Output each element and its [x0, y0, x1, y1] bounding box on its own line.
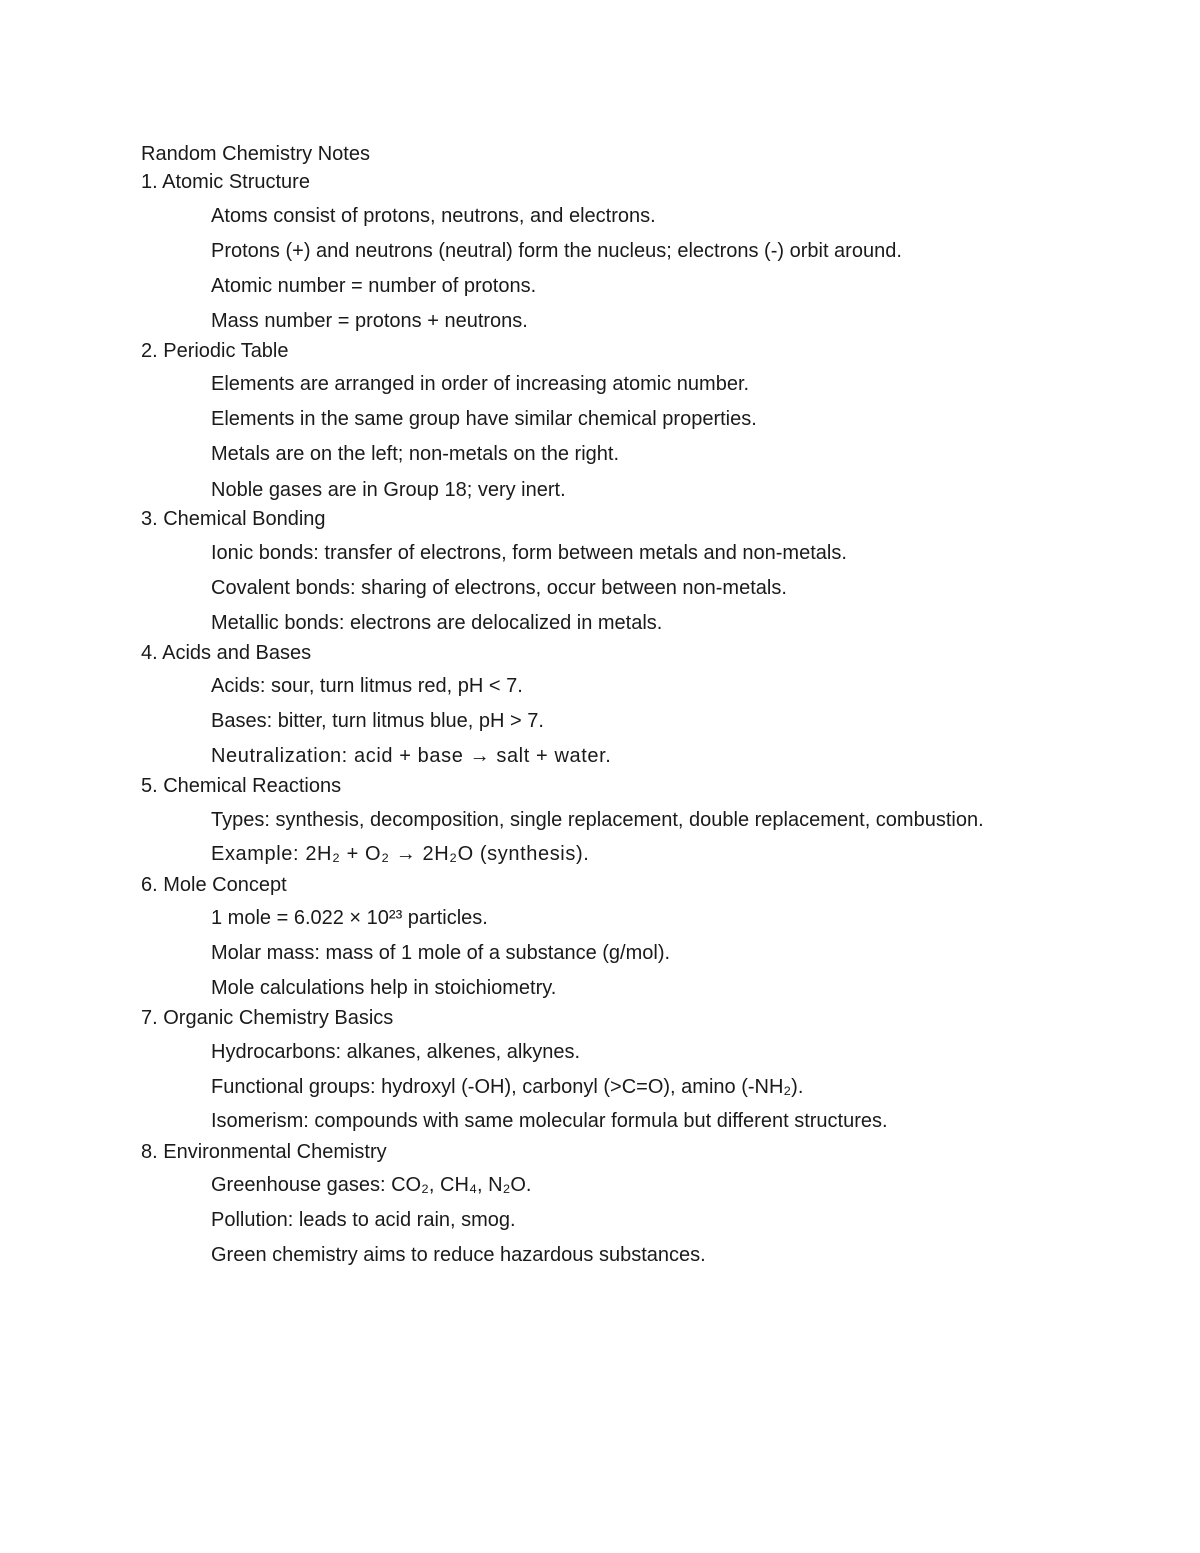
note-item: Metallic bonds: electrons are delocalized in metals.: [211, 612, 663, 634]
note-item: Greenhouse gases: CO₂, CH₄, N₂O.: [211, 1174, 532, 1196]
section-heading-atomic-structure: 1. Atomic Structure: [141, 171, 310, 193]
section-heading-organic-chemistry: 7. Organic Chemistry Basics: [141, 1007, 394, 1029]
section-heading-environmental-chemistry: 8. Environmental Chemistry: [141, 1141, 387, 1163]
section-heading-acids-and-bases: 4. Acids and Bases: [141, 642, 312, 664]
note-item: Acids: sour, turn litmus red, pH < 7.: [211, 675, 523, 697]
note-item: Atomic number = number of protons.: [211, 275, 537, 297]
section-heading-mole-concept: 6. Mole Concept: [141, 874, 287, 896]
note-item: Molar mass: mass of 1 mole of a substance (g/mol).: [211, 942, 671, 964]
note-item: Metals are on the left; non-metals on the right.: [211, 443, 619, 465]
note-item: Elements in the same group have similar chemical properties.: [211, 408, 757, 430]
note-item: Elements are arranged in order of increasing atomic number.: [211, 373, 750, 395]
note-item: Noble gases are in Group 18; very inert.: [211, 479, 566, 501]
note-item: Example: 2H₂ + O₂ → 2H₂O (synthesis).: [211, 843, 590, 865]
note-item: Covalent bonds: sharing of electrons, occur between non-metals.: [211, 577, 787, 599]
note-item: Mole calculations help in stoichiometry.: [211, 977, 557, 999]
section-heading-periodic-table: 2. Periodic Table: [141, 340, 289, 362]
note-item: Green chemistry aims to reduce hazardous substances.: [211, 1244, 706, 1266]
note-item: Mass number = protons + neutrons.: [211, 310, 528, 332]
note-item: Atoms consist of protons, neutrons, and electrons.: [211, 205, 656, 227]
note-item: Types: synthesis, decomposition, single replacement, double replacement, combustion.: [211, 809, 984, 831]
note-item: Isomerism: compounds with same molecular formula but different structures.: [211, 1110, 888, 1132]
document-title: Random Chemistry Notes: [141, 143, 370, 165]
section-heading-chemical-reactions: 5. Chemical Reactions: [141, 775, 342, 797]
note-item: Neutralization: acid + base → salt + water.: [211, 745, 612, 767]
section-heading-chemical-bonding: 3. Chemical Bonding: [141, 508, 326, 530]
note-item: Protons (+) and neutrons (neutral) form the nucleus; electrons (-) orbit around.: [211, 240, 902, 262]
note-item: Bases: bitter, turn litmus blue, pH > 7.: [211, 710, 544, 732]
note-item: Hydrocarbons: alkanes, alkenes, alkynes.: [211, 1041, 581, 1063]
note-item: Functional groups: hydroxyl (-OH), carbonyl (>C=O), amino (-NH₂).: [211, 1076, 804, 1098]
note-item: Ionic bonds: transfer of electrons, form between metals and non-metals.: [211, 542, 847, 564]
note-item: 1 mole = 6.022 × 10²³ particles.: [211, 907, 488, 929]
note-item: Pollution: leads to acid rain, smog.: [211, 1209, 516, 1231]
